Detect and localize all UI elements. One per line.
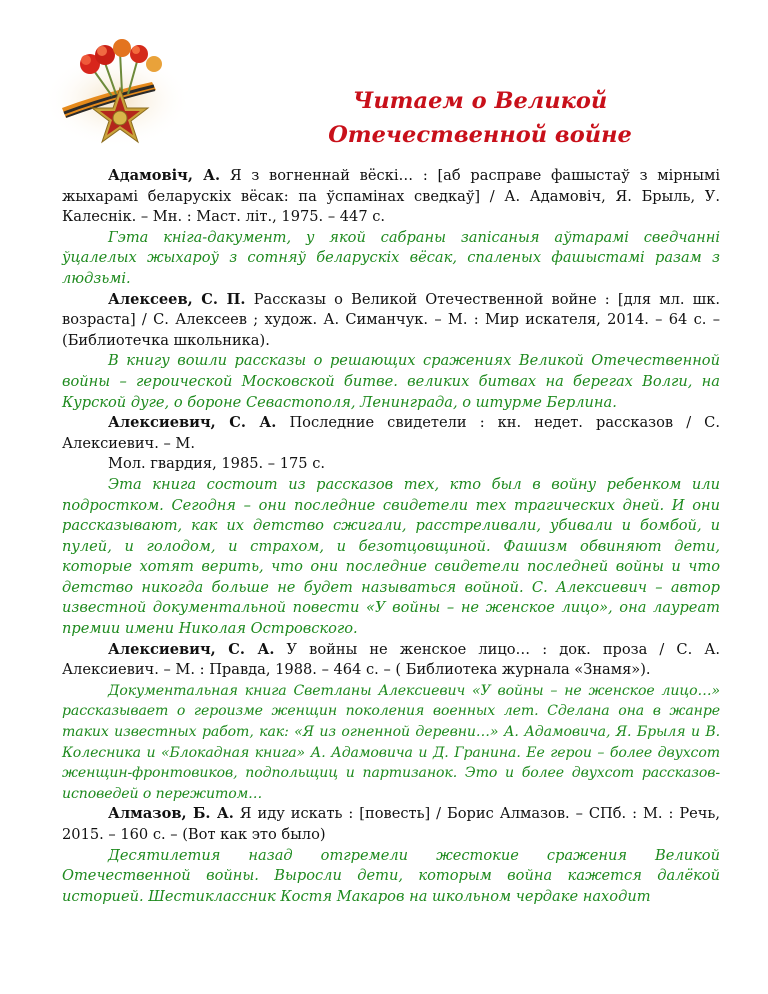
entry-author: Алексиевич, С. А. bbox=[108, 640, 275, 658]
bibliography-entry bbox=[62, 640, 720, 681]
bibliography-entry bbox=[62, 166, 720, 228]
order-star-decoration-icon bbox=[42, 38, 192, 150]
entry-annotation: Эта книга состоит из рассказов тех, кто был в войну ребенком или подростком. Сегодня – они последние свидетели тех трагических дней. И они рассказывают, как их детство сжигали, расстреливали, убивали и бомбой, и пулей, и голодом, и страхом, и безотцовщиной. Фашизм обвиняют дети, которые хотят верить, что они последние свидетели последней войны и что детство никогда больше не будет называться войной. С. Алексиевич – автор известной документальной повести «У войны – не женское лицо», она лауреат премии имени Николая Островского. bbox=[62, 475, 720, 638]
entry-author: Алексеев, С. П. bbox=[108, 290, 246, 308]
bibliography-entry bbox=[62, 804, 720, 845]
entry-citation: Последние свидетели : кн. недет. рассказов / С. Алексиевич. – М. bbox=[62, 414, 720, 452]
title-line-1: Читаем о Великой bbox=[352, 88, 608, 114]
entry-citation: Я з вогненнай вёскі… : [аб расправе фашыстаў з мірнымі жыхарамі беларускіх вёсак: па ўспамінах сведкаў] / А. Адамовіч, Я. Брыль, У. Калеснік. – Мн. : Маст. літ., 1975. – 447 с. bbox=[62, 167, 720, 226]
title-line-2: Отечественной войне bbox=[328, 122, 632, 148]
entry-annotation: Документальная книга Светланы Алексиевич «У войны – не женское лицо…» рассказывает о героизме женщин поколения военных лет. Сделана она в жанре таких известных работ, как: «Я из огненной деревни…» А. Адамовича, Я. Брыля и В. Колесника и «Блокадная книга» А. Адамовича и Д. Гранина. Ее герои – более двухсот женщин-фронтовиков, подпольщиц и партизанок. Это и более двухсот рассказов-исповедей о пережитом… bbox=[62, 682, 720, 802]
entry-citation: У войны не женское лицо… : док. проза / С. А. Алексиевич. – М. : Правда, 1988. – 464 с. – ( Библиотека журнала «Знамя»). bbox=[62, 640, 721, 679]
entry-citation: Рассказы о Великой Отечественной войне : [для мл. шк. возраста] / С. Алексеев ; худож. А. Симанчук. – М. : Мир искателя, 2014. – 64 с. – (Библиотечка школьника). bbox=[62, 290, 720, 349]
page-title bbox=[290, 84, 670, 152]
entry-citation: Я иду искать : [повесть] / Борис Алмазов. – СПб. : М. : Речь, 2015. – 160 с. – (Вот как это было) bbox=[62, 805, 721, 843]
entry-citation-continued: Мол. гвардия, 1985. – 175 с. bbox=[108, 455, 326, 473]
entry-author: Алексиевич, С. А. bbox=[108, 414, 277, 432]
bibliography-entry bbox=[62, 290, 720, 352]
entry-annotation: В книгу вошли рассказы о решающих сражениях Великой Отечественной войны – героической Московской битве. великих битвах на берегах Волги, на Курской дуге, о бороне Севастополя, Ленинграда, о штурме Берлина. bbox=[62, 352, 720, 411]
entry-author: Адамовіч, А. bbox=[108, 167, 221, 184]
entry-annotation: Гэта кніга-дакумент, у якой сабраны запісаныя аўтарамі сведчанні ўцалелых жыхароў з сотняў беларускіх вёсак, спаленых фашыстамі разам з людзьмі. bbox=[62, 228, 720, 287]
entry-author: Алмазов, Б. А. bbox=[108, 805, 234, 823]
entry-annotation: Десятилетия назад отгремели жестокие сражения Великой Отечественной войны. Выросли дети, которым война кажется далёкой историей. Шестиклассник Костя Макаров на школьном чердаке находит bbox=[62, 846, 720, 905]
bibliography-list bbox=[62, 166, 720, 907]
bibliography-entry bbox=[62, 413, 720, 454]
